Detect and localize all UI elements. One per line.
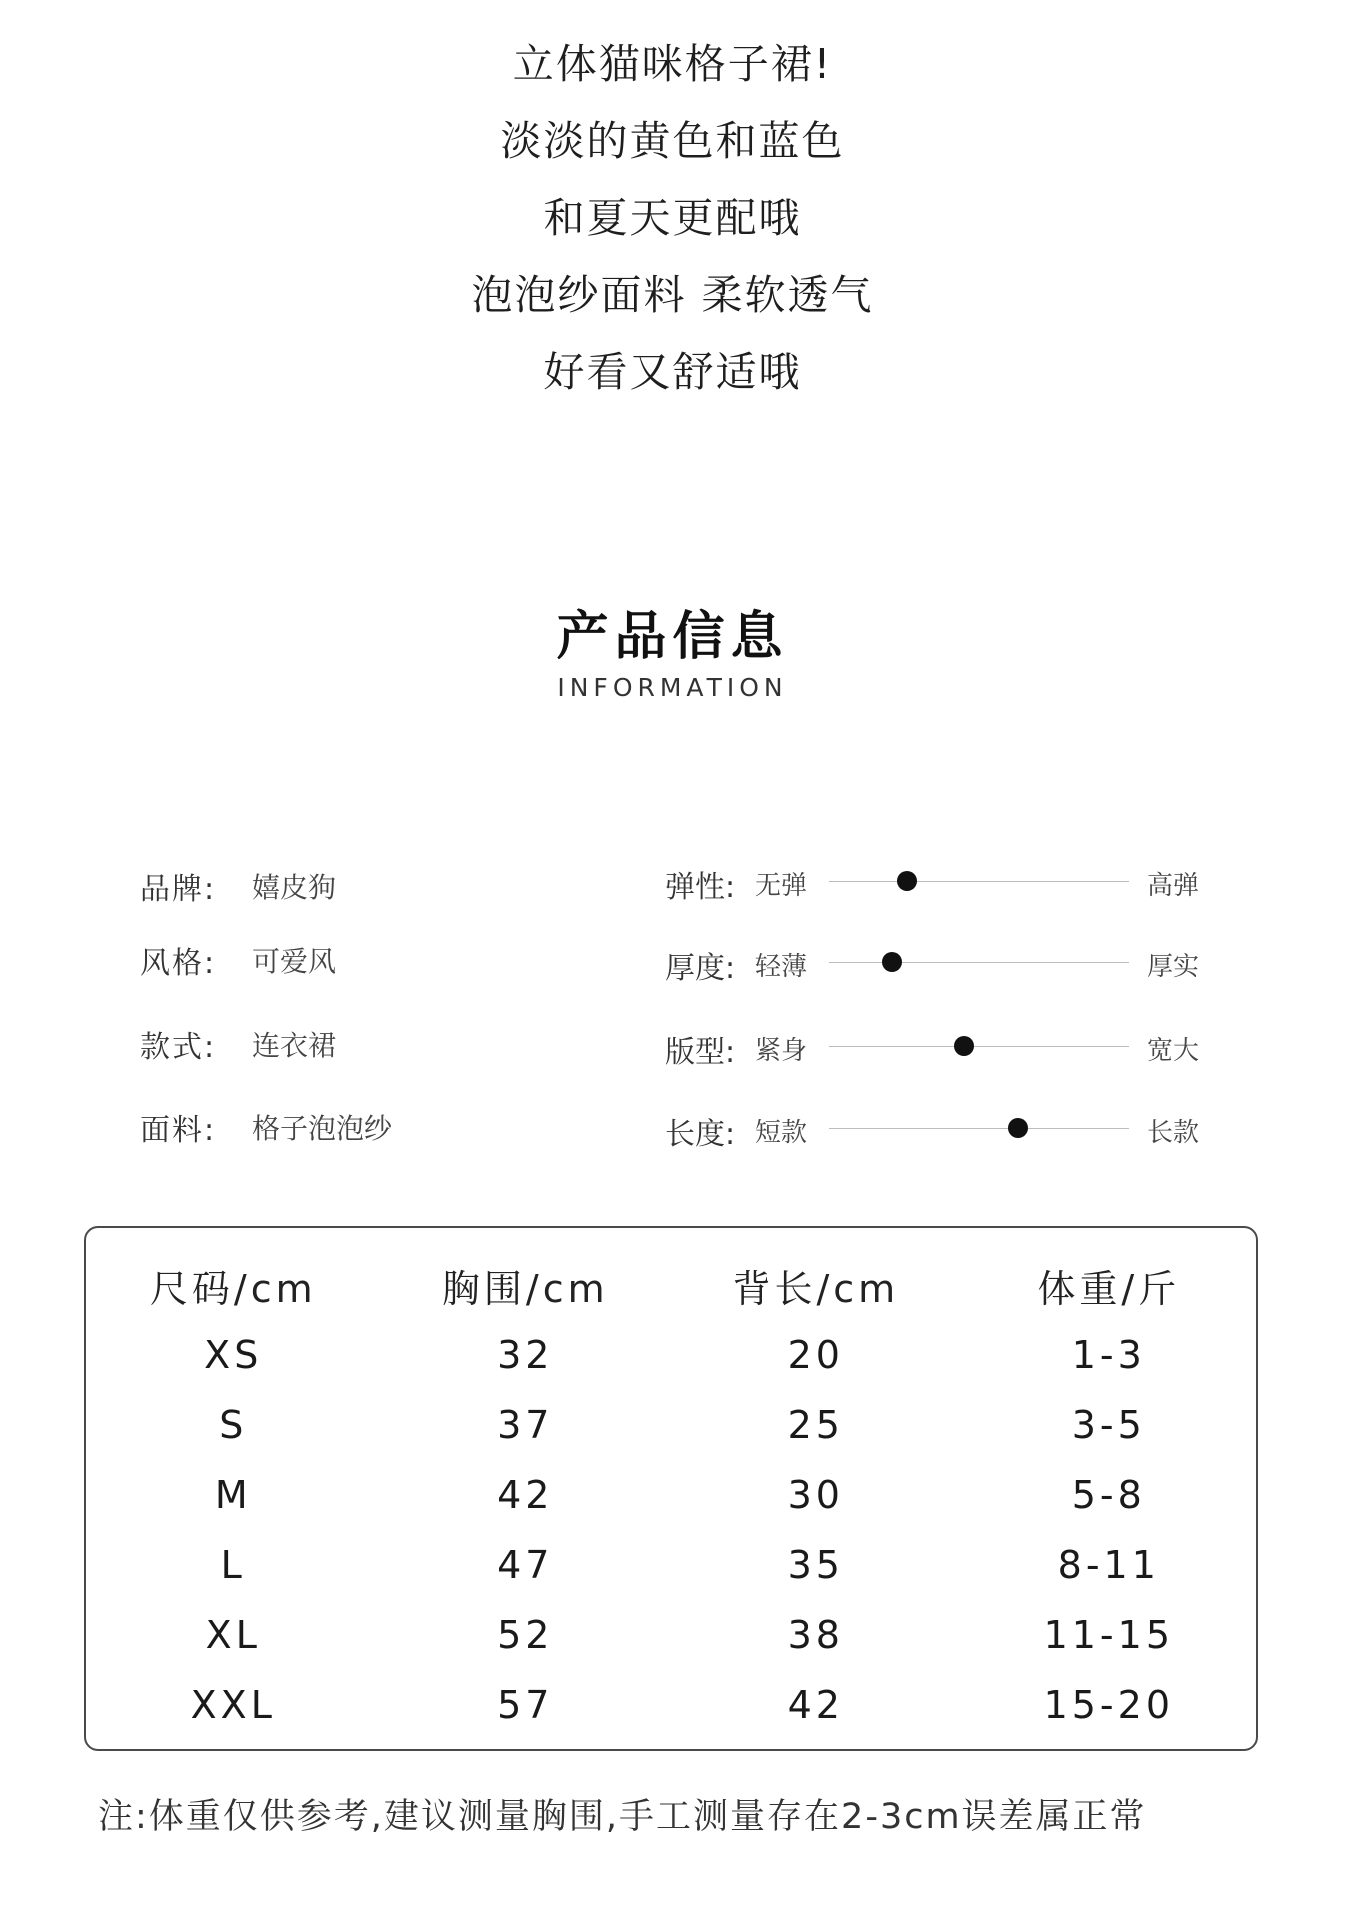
- scale-max-label: 厚实: [1147, 952, 1200, 982]
- spec-brand: [140, 862, 336, 910]
- table-cell: XL: [205, 1613, 261, 1657]
- table-cell: XS: [204, 1333, 263, 1377]
- table-cell: 52: [497, 1613, 554, 1657]
- size-table: [86, 1250, 1256, 1740]
- table-cell: 42: [787, 1683, 844, 1727]
- spec-value: 连衣裙: [252, 1029, 337, 1062]
- spec-type: [140, 1020, 336, 1068]
- scale-label: 厚度:: [665, 951, 736, 986]
- intro-line: 和夏天更配哦: [543, 194, 802, 242]
- scale-indicator-dot: [882, 952, 902, 972]
- table-cell: 3-5: [1071, 1403, 1146, 1447]
- spec-style: [140, 936, 336, 984]
- scale-thickness: [665, 937, 1205, 985]
- size-table-header-row: [86, 1250, 1256, 1320]
- table-cell: M: [214, 1473, 252, 1517]
- scale-max-label: 高弹: [1147, 871, 1200, 901]
- spec-label: 款式:: [140, 1030, 217, 1065]
- scale-track: [829, 1128, 1129, 1129]
- intro-line: 立体猫咪格子裙!: [512, 40, 833, 88]
- intro-line: 淡淡的黄色和蓝色: [500, 117, 845, 165]
- scale-label: 弹性:: [665, 870, 736, 905]
- section-title: 产品信息: [556, 607, 789, 667]
- scale-track: [829, 962, 1129, 963]
- scale-fit: [665, 1021, 1205, 1069]
- scale-label: 长度:: [665, 1117, 736, 1152]
- header-weight: 体重/斤: [1037, 1266, 1181, 1311]
- table-row: [86, 1530, 1256, 1600]
- table-cell: 20: [787, 1333, 844, 1377]
- scale-indicator-dot: [954, 1036, 974, 1056]
- spec-label: 风格:: [140, 946, 217, 981]
- scale-indicator-dot: [897, 871, 917, 891]
- spec-value: 可爱风: [252, 945, 337, 978]
- table-row: [86, 1600, 1256, 1670]
- scale-max-label: 长款: [1147, 1118, 1200, 1148]
- intro-line: 泡泡纱面料 柔软透气: [471, 271, 874, 319]
- table-cell: 15-20: [1043, 1683, 1174, 1727]
- table-row: [86, 1670, 1256, 1740]
- table-row: [86, 1390, 1256, 1460]
- section-subtitle: INFORMATION: [557, 673, 788, 702]
- spec-value: 格子泡泡纱: [252, 1112, 393, 1145]
- intro-copy: [0, 26, 1345, 411]
- size-chart: [84, 1226, 1258, 1751]
- scale-label: 版型:: [665, 1035, 736, 1070]
- intro-line: 好看又舒适哦: [543, 348, 802, 396]
- scale-min-label: 无弹: [755, 871, 808, 901]
- table-cell: 37: [497, 1403, 554, 1447]
- table-cell: 8-11: [1057, 1543, 1160, 1587]
- table-cell: XXL: [190, 1683, 276, 1727]
- scale-track: [829, 881, 1129, 882]
- table-cell: 5-8: [1071, 1473, 1146, 1517]
- scale-min-label: 紧身: [755, 1036, 808, 1066]
- table-row: [86, 1460, 1256, 1530]
- spec-label: 品牌:: [140, 872, 217, 907]
- header-chest: 胸围/cm: [441, 1266, 609, 1311]
- table-cell: 1-3: [1071, 1333, 1146, 1377]
- table-cell: 57: [497, 1683, 554, 1727]
- scale-max-label: 宽大: [1147, 1036, 1200, 1066]
- scale-elasticity: [665, 856, 1205, 904]
- scale-min-label: 轻薄: [755, 952, 808, 982]
- table-cell: 47: [497, 1543, 554, 1587]
- table-cell: 38: [787, 1613, 844, 1657]
- table-cell: 35: [787, 1543, 844, 1587]
- spec-value: 嬉皮狗: [252, 871, 337, 904]
- table-row: [86, 1320, 1256, 1390]
- table-cell: 32: [497, 1333, 554, 1377]
- header-back-length: 背长/cm: [732, 1266, 900, 1311]
- table-cell: S: [219, 1403, 248, 1447]
- table-cell: 11-15: [1043, 1613, 1174, 1657]
- scale-track: [829, 1046, 1129, 1047]
- table-cell: 42: [497, 1473, 554, 1517]
- table-cell: 30: [787, 1473, 844, 1517]
- measurement-note: 注:体重仅供参考,建议测量胸围,手工测量存在2-3cm误差属正常: [98, 1797, 1147, 1837]
- scale-min-label: 短款: [755, 1118, 808, 1148]
- scale-length: [665, 1103, 1205, 1151]
- spec-fabric: [140, 1103, 392, 1151]
- scale-indicator-dot: [1008, 1118, 1028, 1138]
- header-size: 尺码/cm: [149, 1266, 317, 1311]
- table-cell: 25: [787, 1403, 844, 1447]
- spec-label: 面料:: [140, 1113, 217, 1148]
- table-cell: L: [220, 1543, 246, 1587]
